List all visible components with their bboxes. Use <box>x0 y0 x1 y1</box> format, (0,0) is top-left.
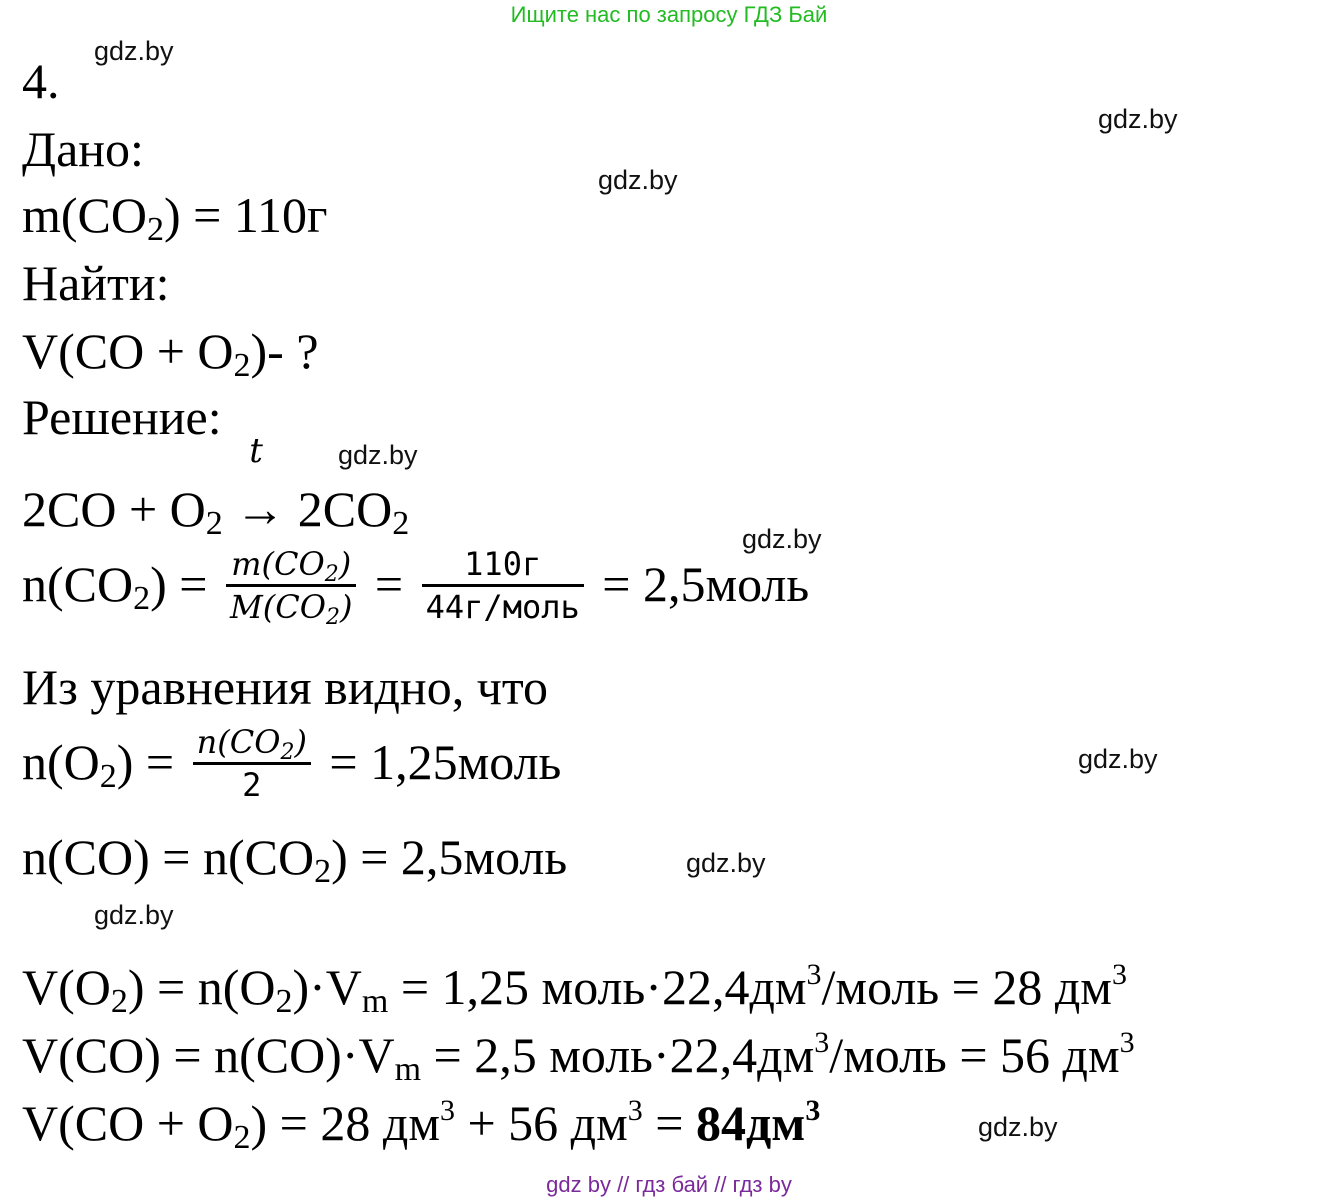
watermark: gdz.by <box>1078 744 1158 774</box>
subscript: 2 <box>275 983 293 1020</box>
fraction-half <box>193 722 311 805</box>
subscript: 2 <box>205 505 223 542</box>
superscript: 3 <box>627 1094 643 1127</box>
subscript: m <box>361 983 389 1020</box>
solution-label: Решение: <box>22 389 222 445</box>
footer-links[interactable]: gdz by // гдз бай // гдз by <box>546 1172 792 1197</box>
n-o2-calculation <box>22 723 562 809</box>
reaction-left: 2CO + O <box>22 481 206 537</box>
temperature-label: t <box>249 431 263 471</box>
subscript: 2 <box>233 1119 251 1156</box>
v-co-part: V(CO) = n(CO)·V <box>22 1027 395 1083</box>
superscript: 3 <box>1119 1026 1135 1059</box>
v-total-part: ) = 28 дм <box>250 1095 440 1151</box>
n-co2-post: ) = <box>150 555 208 612</box>
equals-sign: = <box>374 555 404 612</box>
n-co-pre: n(CO) = n(CO <box>22 829 315 885</box>
v-o2-part: )·V <box>292 959 362 1015</box>
problem-number: 4. <box>22 53 60 109</box>
final-answer: $84дм^3$ <box>695 1094 821 1151</box>
v-o2-part: /моль = 28 дм <box>821 959 1112 1015</box>
watermark: gdz.by <box>686 848 766 878</box>
fraction-numerator: 110г <box>422 544 584 587</box>
fraction-numerator: m(CO2) <box>226 544 356 587</box>
watermark: gdz.by <box>1098 104 1178 134</box>
given-mass-pre: m(CO <box>22 187 147 243</box>
v-total-calculation <box>22 1094 821 1156</box>
equation-note: Из уравнения видно, что <box>22 659 549 715</box>
v-total-part: = <box>642 1095 696 1151</box>
subscript: 2 <box>110 983 128 1020</box>
arrow-icon: → <box>235 481 286 537</box>
find-label: Найти: <box>22 255 170 311</box>
watermark: gdz.by <box>94 900 174 930</box>
subscript: 2 <box>392 505 410 542</box>
find-expr-pre: V(CO + O <box>22 323 234 379</box>
fraction-numerator: n(CO2) <box>193 722 311 765</box>
watermark: gdz.by <box>978 1112 1058 1142</box>
n-co2-calculation <box>22 545 810 631</box>
superscript: 3 <box>814 1026 830 1059</box>
v-o2-calculation <box>22 958 1127 1020</box>
superscript: 3 <box>806 958 822 991</box>
fraction-mass-over-molar <box>226 544 356 630</box>
subscript: 2 <box>314 853 332 890</box>
subscript: 2 <box>233 347 251 384</box>
subscript: 2 <box>99 757 117 795</box>
n-o2-result: = 1,25моль <box>329 733 562 790</box>
given-mass-post: ) = 110г <box>164 187 328 243</box>
subscript: 2 <box>147 211 164 248</box>
v-co-part: /моль = 56 дм <box>829 1027 1120 1083</box>
v-o2-part: V(O <box>22 959 111 1015</box>
given-label: Дано: <box>22 121 144 177</box>
fraction-values <box>422 544 584 627</box>
superscript: 3 <box>1111 958 1127 991</box>
top-banner[interactable]: Ищите нас по запросу ГДЗ Бай <box>510 2 828 27</box>
subscript: m <box>394 1051 422 1088</box>
watermark: gdz.by <box>338 440 418 470</box>
v-total-part: + 56 дм <box>454 1095 628 1151</box>
v-o2-part: = 1,25 моль·22,4дм <box>388 959 807 1015</box>
fraction-denominator: 2 <box>242 766 262 804</box>
v-co-calculation <box>22 1026 1135 1088</box>
find-expr-post: )- ? <box>250 323 319 379</box>
given-mass <box>22 187 328 248</box>
n-co-calculation <box>22 829 568 890</box>
subscript: 2 <box>133 579 151 617</box>
n-o2-pre: n(O <box>22 733 100 790</box>
n-co-post: ) = 2,5моль <box>331 829 568 885</box>
v-o2-part: ) = n(O <box>127 959 276 1015</box>
n-o2-post: ) = <box>116 733 175 790</box>
v-total-part: V(CO + O <box>22 1095 234 1151</box>
reaction-arrow <box>235 431 286 537</box>
n-co2-result: = 2,5моль <box>602 555 810 612</box>
v-co-part: = 2,5 моль·22,4дм <box>421 1027 815 1083</box>
fraction-denominator: M(CO2) <box>229 588 353 630</box>
superscript: 3 <box>439 1094 455 1127</box>
n-co2-pre: n(CO <box>22 555 134 612</box>
watermark: gdz.by <box>742 524 822 554</box>
find-expr <box>22 323 319 384</box>
fraction-denominator: 44г/моль <box>425 588 580 626</box>
watermark: gdz.by <box>598 165 678 195</box>
reaction-right: 2CO <box>297 481 393 537</box>
watermark: gdz.by <box>94 36 174 66</box>
